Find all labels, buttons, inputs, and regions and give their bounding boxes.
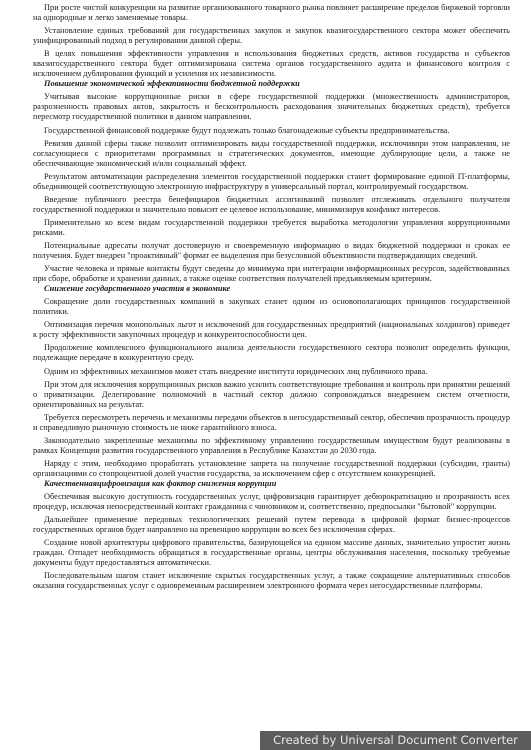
paragraph: Установление единых требований для государственных закупок и закупок квазигосударственного сектора может обеспечить унифицированный подход в регулировании данной сферы. <box>33 26 510 46</box>
paragraph: Оптимизация перечня монопольных льгот и исключений для государственных предприятий (национальных холдингов) приведет к росту эффективности закупочных процедур и конкурентоспособности цен. <box>33 320 510 340</box>
section-heading: Повышение экономической эффективности бюджетной поддержки <box>44 79 300 89</box>
paragraph: При росте чистой конкуренции на развитие организованного товарного рынка повлияет расширение пределов биржевой торговли на однородные и легко заменяемые товары. <box>33 3 510 23</box>
section-heading: Качественнаяцифровизация как фактор снижения коррупции <box>44 478 277 488</box>
paragraph: При этом для исключения коррупционных рисков важно усилить соответствующие требования и контроль при принятии решений о приватизации. Делегирование полномочий в частный сектор должно сопровождаться внедрением систем отчетности, ориентированных на результат. <box>33 379 510 409</box>
paragraph: Результатом автоматизации распределения элементов государственной поддержки станет формирование единой IT-платформы, объединяющей соответствующую электронную инфраструктуру в универсальный портал, контролируемый государством. <box>33 171 510 191</box>
paragraph: Применительно ко всем видам государственной поддержки требуется выработка методологии управления коррупционными рисками. <box>33 217 510 237</box>
document-body <box>33 3 510 591</box>
paragraph: Государственной финансовой поддержке будут подлежать только благонадежные субъекты предпринимательства. <box>44 125 450 135</box>
paragraph: Введение публичного реестра бенефициаров бюджетных ассигнований позволит отслеживать отдельного получателя государственной поддержки и значительно повысит ее целевое использование, минимизируя конфликт интересов. <box>33 194 510 214</box>
paragraph: Создание новой архитектуры цифрового правительства, базирующейся на едином массиве данных, значительно упростит жизнь граждан. Отпадет необходимость обращаться в государственные органы, центры обслуживания населения, поскольку требуемые документы будут предоставляться автоматически. <box>33 538 510 568</box>
paragraph: Потенциальные адресаты получат достоверную и своевременную информацию о видах бюджетной поддержки и сроках ее получения. Будет внедрен "проактивный" формат ее выделения при безусловной объективности подтверждающих сведений. <box>33 240 510 261</box>
paragraph: Последовательным шагом станет исключение скрытых государственных услуг, а также сокращение альтернативных способов оказания государственных услуг с одновременным расширением электронного формата через негосударственные платформы. <box>33 571 510 591</box>
paragraph: Учитывая высокие коррупционные риски в сфере государственной поддержки (множественность администраторов, разрозненность правовых актов, закрытость и бесконтрольность расходования значительных бюджетных средств), требуется пересмотр государственной политики в данном направлении. <box>33 92 510 122</box>
section-heading: Снижение государственного участия в экономике <box>44 284 231 294</box>
paragraph: Продолжение комплексного функционального анализа деятельности государственного сектора позволит определить функции, подлежащие передаче в конкурентную среду. <box>33 343 510 363</box>
paragraph: Ревизия данной сферы также позволит оптимизировать виды государственной поддержки, исключивпри этом направления, не согласующиеся с приоритетами программных и стратегических документов, имеющие дублирующие цели, а также не обеспечивающие экономический и/или социальный эффект. <box>33 138 510 168</box>
paragraph: Одним из эффективных механизмов может стать внедрение института юридических лиц публичного права. <box>44 366 428 376</box>
paragraph: Законодательно закрепленные механизмы по эффективному управлению государственным имуществом будут реализованы в рамках Концепции развития государственного управления в Республике Казахстан до 2030 года. <box>33 435 510 455</box>
paragraph: Обеспечивая высокую доступность государственных услуг, цифровизация гарантирует дебюрократизацию и прозрачность всех процедур, исключая непосредственный контакт гражданина с чиновником и, соответственно, предпосылки "бытовой" коррупции. <box>33 492 510 512</box>
paragraph: Участие человека и прямые контакты будут сведены до минимума при интеграции информационных ресурсов, задействованных при сборе, обработке и хранении данных, а также оценке соответствия получателей предъявляемым критериям. <box>33 264 510 284</box>
paragraph: Требуется пересмотреть перечень и механизмы передачи объектов в негосударственный сектор, обеспечив прозрачность процедур и справедливую рыночную стоимость не ниже гарантийного взноса. <box>33 412 510 432</box>
watermark-banner: Created by Universal Document Converter <box>260 731 531 750</box>
paragraph: В целях повышения эффективности управления и использования бюджетных средств, активов государства и субъектов квазигосударственного сектора будет оптимизирована система органов государственного аудита и финансового контроля с исключением дублирования функций и усиления их независимости. <box>33 49 510 79</box>
paragraph: Сокращение доли государственных компаний в закупках станет одним из основополагающих принципов государственной политики. <box>33 297 510 317</box>
paragraph: Дальнейшее применение передовых технологических решений путем перевода в цифровой формат бизнес-процессов государственных органов будет направлено на превенцию коррупции во всех без исключения сферах. <box>33 515 510 535</box>
paragraph: Наряду с этим, необходимо проработать установление запрета на получение государственной поддержки (субсидии, гранты) организациями со стопроцентной долей участия государства, за исключением сфер с отсутствием конкуренцией. <box>33 458 510 478</box>
